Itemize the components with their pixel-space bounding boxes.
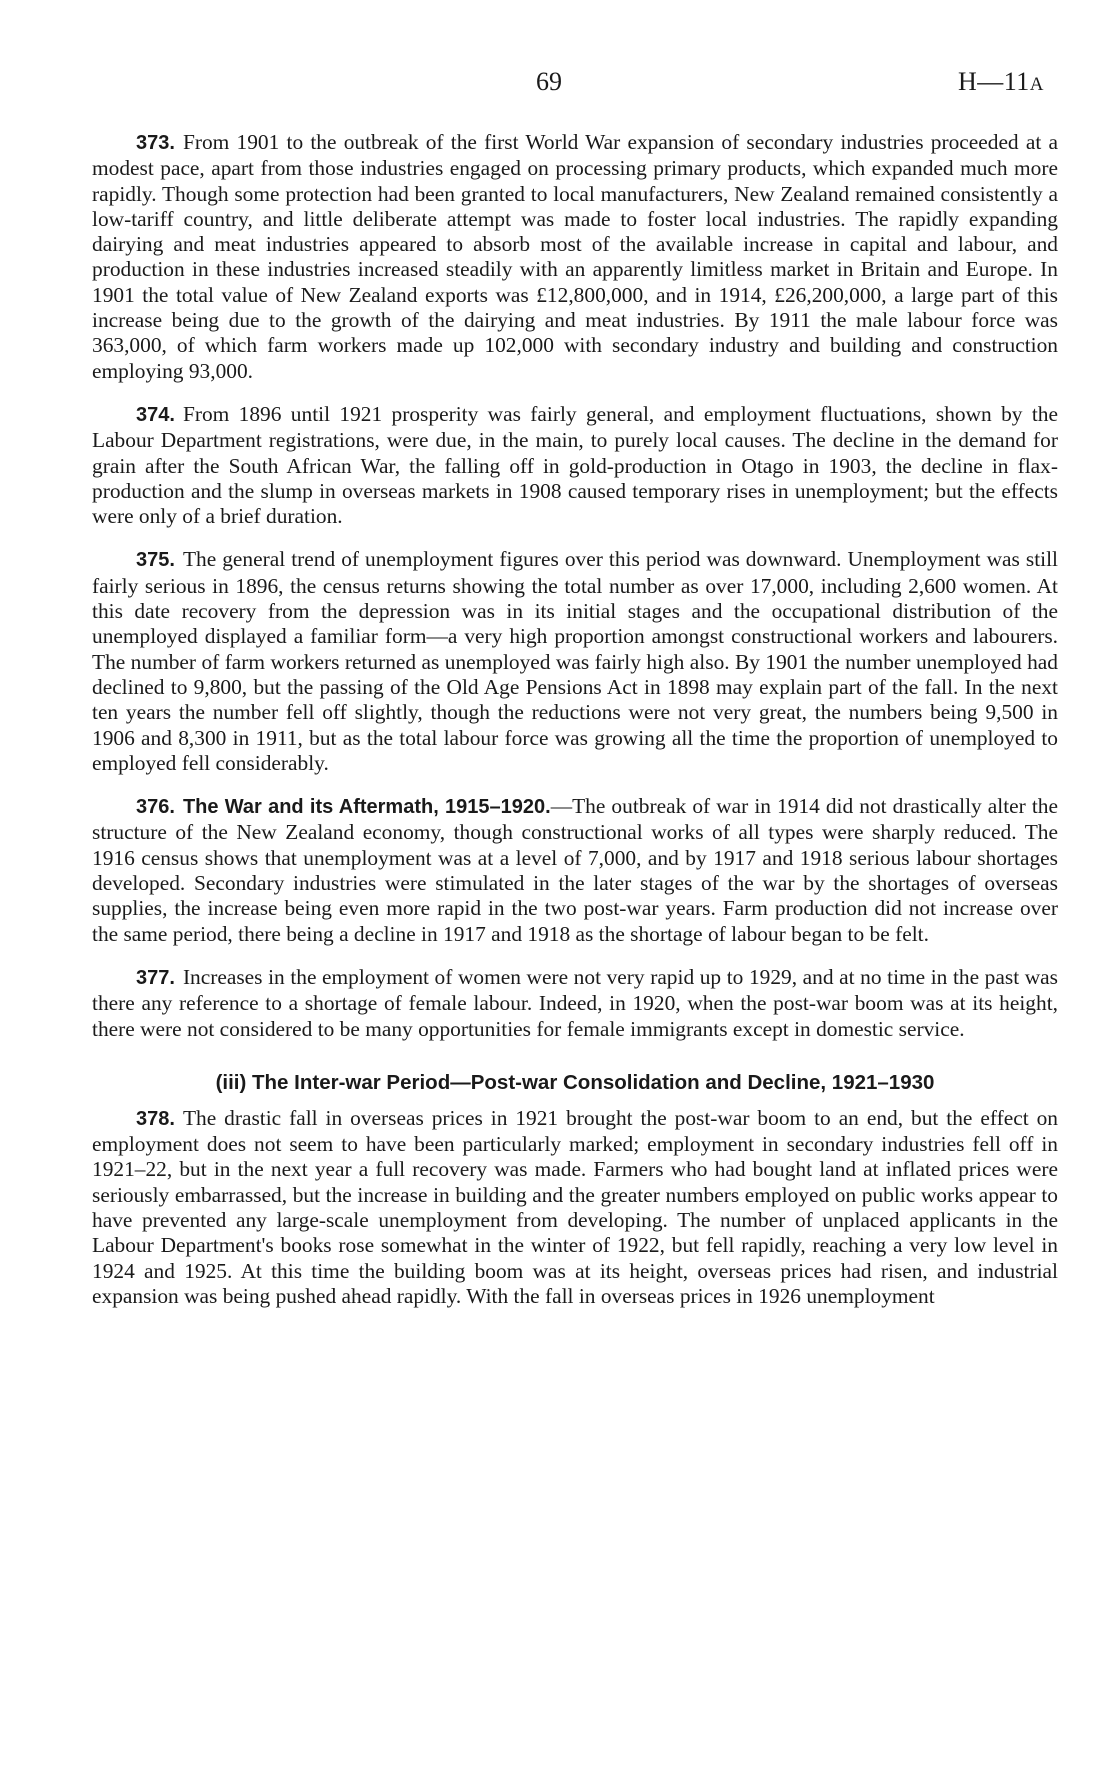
paragraph-number: 378. [136,1107,175,1130]
paragraph-text: From 1901 to the outbreak of the first World War expansion of secondary industries proceeded at a modest pace, apart from those industries engaged on processing primary products, which expanded much more rapidly. Though some protection had been granted to local manufacturers, New Zealand remained consistently a low-tariff country, and little deliberate attempt was made to foster local industries. The rapidly expanding dairying and meat industries appeared to absorb most of the available increase in capital and labour, and production in these industries increased steadily with an apparently limitless market in Britain and Europe. In 1901 the total value of New Zealand exports was £12,800,000, and in 1914, £26,200,000, a large part of this increase being due to the growth of the dairying and meat industries. By 1911 the male labour force was 363,000, of which farm workers made up 102,000 with secondary industry and building and construction employing 93,000. [92,130,1058,383]
section-heading: (iii) The Inter-war Period—Post-war Consolidation and Decline, 1921–1930 [215,1070,935,1094]
paragraph-374 [92,402,1058,529]
document-body [92,130,1058,1327]
report-code [958,66,1044,101]
paragraph-text: —The outbreak of war in 1914 did not drastically alter the structure of the New Zealand economy, though constructional works of all types were sharply reduced. The 1916 census shows that unemployment was at a level of 7,000, and by 1917 and 1918 serious labour shortages developed. Secondary industries were stimulated in the later stages of the war by the shortages of overseas supplies, the increase being even more rapid in the two post-war years. Farm production did not increase over the same period, there being a decline in 1917 and 1918 as the shortage of labour began to be felt. [92,794,1058,946]
page-number: 69 [536,67,562,96]
paragraph-375 [92,547,1058,776]
paragraph-378 [92,1106,1058,1309]
paragraph-heading: The War and its Aftermath, 1915–1920. [182,796,551,819]
paragraph-373 [92,130,1058,384]
paragraph-number: 377. [136,966,175,989]
paragraph-number: 373. [136,132,175,154]
paragraph-376 [92,794,1058,947]
paragraph-text: Increases in the employment of women were not very rapid up to 1929, and at no time in the past was there any reference to a shortage of female labour. Indeed, in 1920, when the post-war boom was at its height, there were not considered to be many opportunities for female immigrants except in domestic service. [92,964,1058,1041]
paragraph-text: The general trend of unemployment figures over this period was downward. Unemployment was still fairly serious in 1896, the census returns showing the total number as over 17,000, including 2,600 women. At this date recovery from the depression was in its initial stages and the occupational distribution of the unemployed displayed a familiar form—a very high proportion amongst constructional workers and labourers. The number of farm workers returned as unemployed was fairly high also. By 1901 the number unemployed had declined to 9,800, but the passing of the Old Age Pensions Act in 1898 may explain part of the fall. In the next ten years the number fell off slightly, though the reductions were not very great, the numbers being 9,500 in 1906 and 8,300 in 1911, but as the total labour force was growing all the time the proportion of unemployed to employed fell considerably. [92,547,1058,775]
paragraph-text: The drastic fall in overseas prices in 1921 brought the post-war boom to an end, but the effect on employment does not seem to have been particularly marked; employment in secondary industries fell off in 1921–22, but in the next year a full recovery was made. Farmers who had bought land at inflated prices were seriously embarrassed, but the increase in building and the greater numbers employed on public works appear to have prevented any large-scale unemployment from developing. The number of unplaced applicants in the Labour Department's books rose somewhat in the winter of 1922, but fell rapidly, reaching a very low level in 1924 and 1925. At this time the building boom was at its height, overseas prices had risen, and industrial expansion was being pushed ahead rapidly. With the fall in overseas prices in 1926 unemployment [92,1105,1058,1308]
paragraph-number: 374. [136,403,175,426]
paragraph-number: 375. [136,549,175,572]
report-code-prefix: H—11 [957,67,1030,96]
paragraph-text: From 1896 until 1921 prosperity was fairly general, and employment fluctuations, shown by the Labour Department registrations, were due, in the main, to purely local causes. The decline in the demand for grain after the South African War, the falling off in gold-production in Otago in 1903, the decline in flax-production and the slump in overseas markets in 1908 caused temporary rises in unemployment; but the effects were only of a brief duration. [92,401,1058,529]
page-header [0,66,1114,98]
paragraph-377 [92,965,1058,1042]
report-code-suffix: A [1029,74,1044,95]
paragraph-number: 376. [136,796,175,819]
